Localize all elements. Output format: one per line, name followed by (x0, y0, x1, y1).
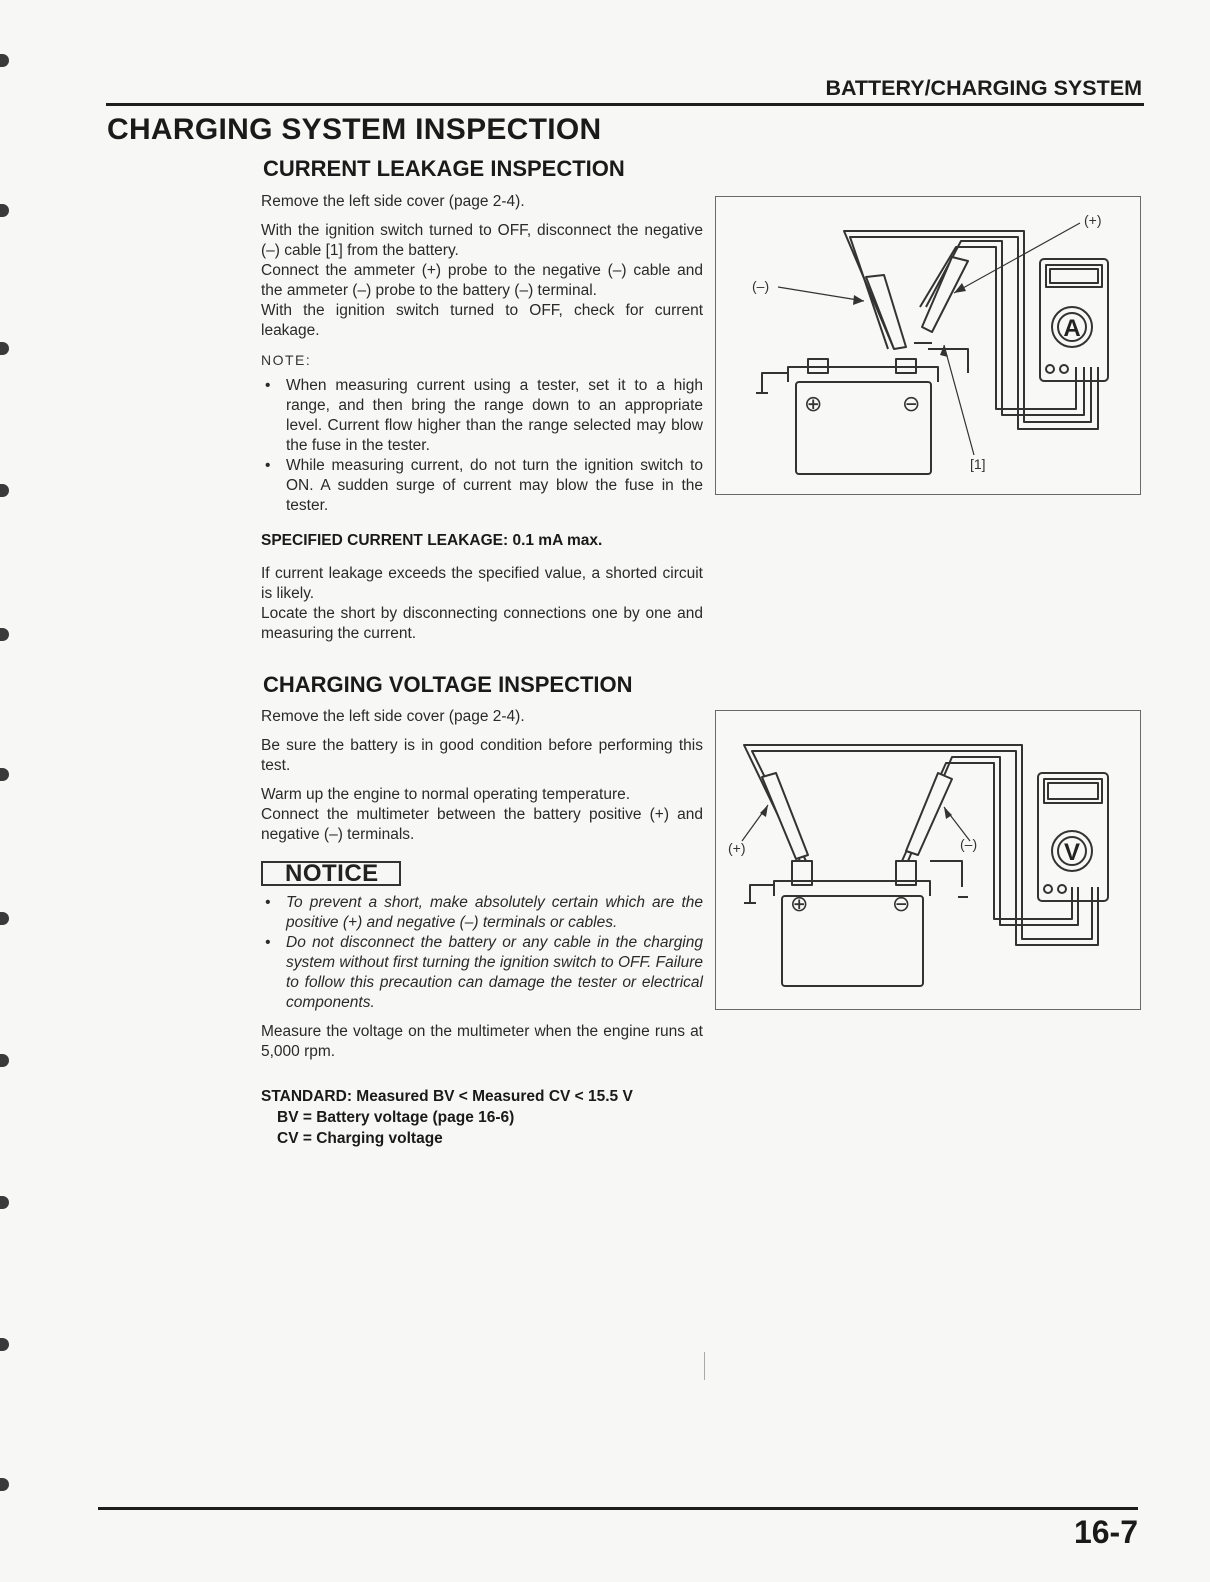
binder-hole (0, 1338, 9, 1351)
leakage-step-3: Connect the ammeter (+) probe to the negative (–) cable and the ammeter (–) probe to the battery (–) terminal. (261, 262, 703, 299)
notice-list (261, 893, 703, 1013)
leakage-step-4: With the ignition switch turned to OFF, check for current leakage. (261, 302, 703, 339)
ammeter-diagram (715, 196, 1141, 495)
voltage-text-block (261, 707, 703, 1149)
voltage-step-3: Warm up the engine to normal operating temperature. (261, 786, 631, 803)
binder-hole (0, 342, 9, 355)
binder-hole (0, 768, 9, 781)
probe-pos (762, 773, 808, 859)
notice-label: NOTICE (261, 861, 401, 886)
binder-hole (0, 628, 9, 641)
voltage-step-2: Be sure the battery is in good condition before performing this test. (261, 737, 703, 774)
voltage-standard: STANDARD: Measured BV < Measured CV < 15.5 V (261, 1088, 633, 1105)
leakage-title: CURRENT LEAKAGE INSPECTION (263, 156, 625, 181)
binder-hole (0, 1478, 9, 1491)
plus-symbol: ⊕ (790, 892, 809, 917)
voltmeter-diagram (715, 710, 1141, 1010)
cv-definition: CV = Charging voltage (277, 1130, 443, 1147)
label-pos: (+) (728, 840, 746, 856)
voltage-title: CHARGING VOLTAGE INSPECTION (263, 672, 633, 697)
page-number: 16-7 (1073, 1514, 1138, 1550)
cable-left (756, 373, 788, 393)
leakage-step-6: Locate the short by disconnecting connections one by one and measuring the current. (261, 605, 703, 642)
probe-pos (922, 257, 968, 332)
meter-letter: V (1063, 839, 1081, 866)
note-item: • While measuring current, do not turn the ignition switch to ON. A sudden surge of current may blow the fuse in the tester. (261, 456, 703, 516)
leakage-step-5: If current leakage exceeds the specified value, a shorted circuit is likely. (261, 565, 703, 602)
cable-left (744, 885, 774, 903)
note-list (261, 376, 703, 516)
leakage-step-1: Remove the left side cover (page 2-4). (261, 193, 525, 210)
voltage-step-5: Measure the voltage on the multimeter when the engine runs at 5,000 rpm. (261, 1023, 703, 1060)
probe-neg (906, 773, 952, 855)
center-mark (704, 1352, 705, 1380)
leakage-text-block (261, 192, 703, 644)
minus-symbol: ⊖ (902, 392, 921, 417)
notice-item: • To prevent a short, make absolutely certain which are the positive (+) and negative (–) terminals or cables. (261, 893, 703, 933)
bv-definition: BV = Battery voltage (page 16-6) (277, 1109, 515, 1126)
voltage-step-4: Connect the multimeter between the battery positive (+) and negative (–) terminals. (261, 806, 703, 843)
leader-cable (944, 345, 974, 455)
leakage-spec: SPECIFIED CURRENT LEAKAGE: 0.1 mA max. (261, 532, 603, 549)
voltage-step-1: Remove the left side cover (page 2-4). (261, 708, 525, 725)
binder-hole (0, 54, 9, 67)
binder-hole (0, 1196, 9, 1209)
cable-right (930, 861, 968, 897)
voltmeter-diagram-svg (716, 711, 1140, 1009)
notice-item: • Do not disconnect the battery or any cable in the charging system without first turning the ignition switch to OFF. Failure to follow this precaution can damage the tester or electrical components. (261, 933, 703, 1013)
label-cable: [1] (970, 456, 986, 472)
binder-hole (0, 912, 9, 925)
leader-neg (778, 287, 864, 301)
label-neg: (–) (960, 836, 978, 852)
leakage-step-2: With the ignition switch turned to OFF, disconnect the negative (–) cable [1] from the battery. (261, 222, 703, 259)
meter-letter: A (1063, 315, 1081, 342)
note-label: NOTE: (261, 352, 312, 368)
label-pos: (+) (1084, 212, 1102, 228)
probe-neg (866, 275, 906, 349)
ammeter-diagram-svg (716, 197, 1140, 494)
plus-symbol: ⊕ (804, 392, 823, 417)
footer-rule (98, 1507, 1138, 1510)
binder-hole (0, 1054, 9, 1067)
binder-hole (0, 204, 9, 217)
page-title: CHARGING SYSTEM INSPECTION (107, 113, 602, 146)
binder-hole (0, 484, 9, 497)
section-header: BATTERY/CHARGING SYSTEM (825, 76, 1142, 100)
label-neg: (–) (752, 278, 770, 294)
notice-wrapper (261, 861, 703, 887)
note-item: • When measuring current using a tester, set it to a high range, and then bring the range down to an appropriate level. Current flow higher than the range selected may blow the fuse in the tester. (261, 376, 703, 456)
minus-symbol: ⊖ (892, 892, 911, 917)
header-rule (106, 103, 1144, 106)
